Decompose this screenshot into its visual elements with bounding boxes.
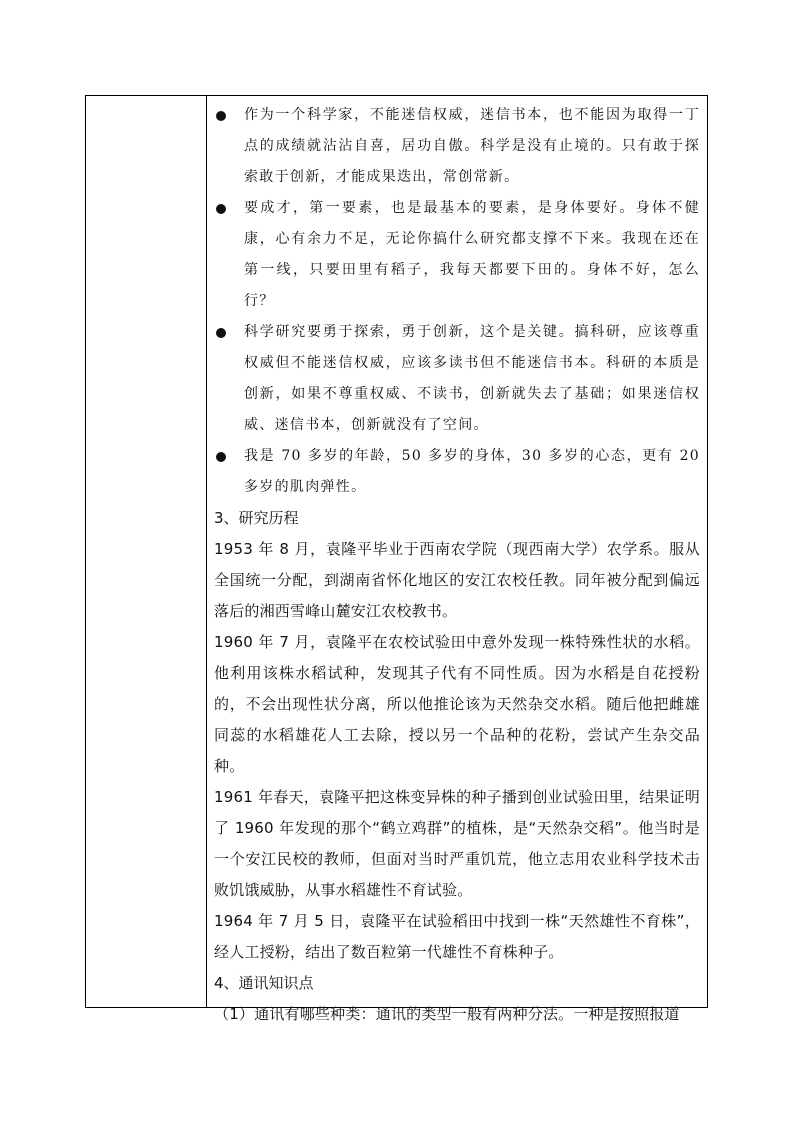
quote-text: 要成才，第一要素，也是最基本的要素，是身体要好。身体不健康，心有余力不足，无论你搞什么研究都支撑不下来。我现在还在第一线，只要田里有稻子，我每天都要下田的。身体不好，怎么行？ xyxy=(244,200,700,309)
quote-item xyxy=(214,441,700,503)
content-table xyxy=(85,95,708,1023)
table-left-cell xyxy=(86,96,207,1007)
quote-item xyxy=(214,193,700,317)
quote-item xyxy=(214,317,700,441)
quote-item xyxy=(214,100,700,193)
bullet-dot-icon xyxy=(216,328,226,338)
quote-text: 科学研究要勇于探索，勇于创新，这个是关键。搞科研，应该尊重权威但不能迷信权威，应该多读书但不能迷信书本。科研的本质是创新，如果不尊重权威、不读书，创新就失去了基础；如果迷信权威、迷信书本，创新就没有了空间。 xyxy=(244,324,700,433)
quote-text: 作为一个科学家，不能迷信权威，迷信书本，也不能因为取得一丁点的成绩就沾沾自喜，居功自傲。科学是没有止境的。只有敢于探索敢于创新，才能成果迭出，常创常新。 xyxy=(244,107,700,185)
section-heading-news-knowledge: 4、通讯知识点 xyxy=(214,974,314,992)
quote-text: 我是 70 多岁的年龄，50 多岁的身体，30 多岁的心态，更有 20 多岁的肌肉弹性。 xyxy=(244,448,700,495)
bullet-dot-icon xyxy=(216,452,226,462)
history-paragraph: 1964 年 7 月 5 日，袁隆平在试验稻田中找到一株“天然雄性不育株”，经人工授粉，结出了数百粒第一代雄性不育株种子。 xyxy=(214,912,700,961)
quote-list xyxy=(214,96,700,503)
table-right-cell xyxy=(207,96,707,1023)
bullet-dot-icon xyxy=(216,204,226,214)
history-paragraph: 1961 年春天，袁隆平把这株变异株的种子播到创业试验田里，结果证明了 1960 年发现的那个“鹤立鸡群”的植株，是“天然杂交稻”。他当时是一个安江民校的教师，但面对当时严重饥荒，他立志用农业科学技术击败饥饿威胁，从事水稻雄性不育试验。 xyxy=(214,788,700,899)
bullet-dot-icon xyxy=(216,111,226,121)
history-paragraph: 1953 年 8 月，袁隆平毕业于西南农学院（现西南大学）农学系。服从全国统一分配，到湖南省怀化地区的安江农校任教。同年被分配到偏远落后的湘西雪峰山麓安江农校教书。 xyxy=(214,540,700,620)
history-paragraph: 1960 年 7 月，袁隆平在农校试验田中意外发现一株特殊性状的水稻。他利用该株水稻试种，发现其子代有不同性质。因为水稻是自花授粉的，不会出现性状分离，所以他推论该为天然杂交水稻。随后他把雌雄同蕊的水稻雄花人工去除，授以另一个品种的花粉，尝试产生杂交品种。 xyxy=(214,633,700,775)
section-heading-research-history: 3、研究历程 xyxy=(214,509,299,527)
news-knowledge-paragraph: （1）通讯有哪些种类：通讯的类型一般有两种分法。一种是按照报道 xyxy=(214,1005,680,1023)
